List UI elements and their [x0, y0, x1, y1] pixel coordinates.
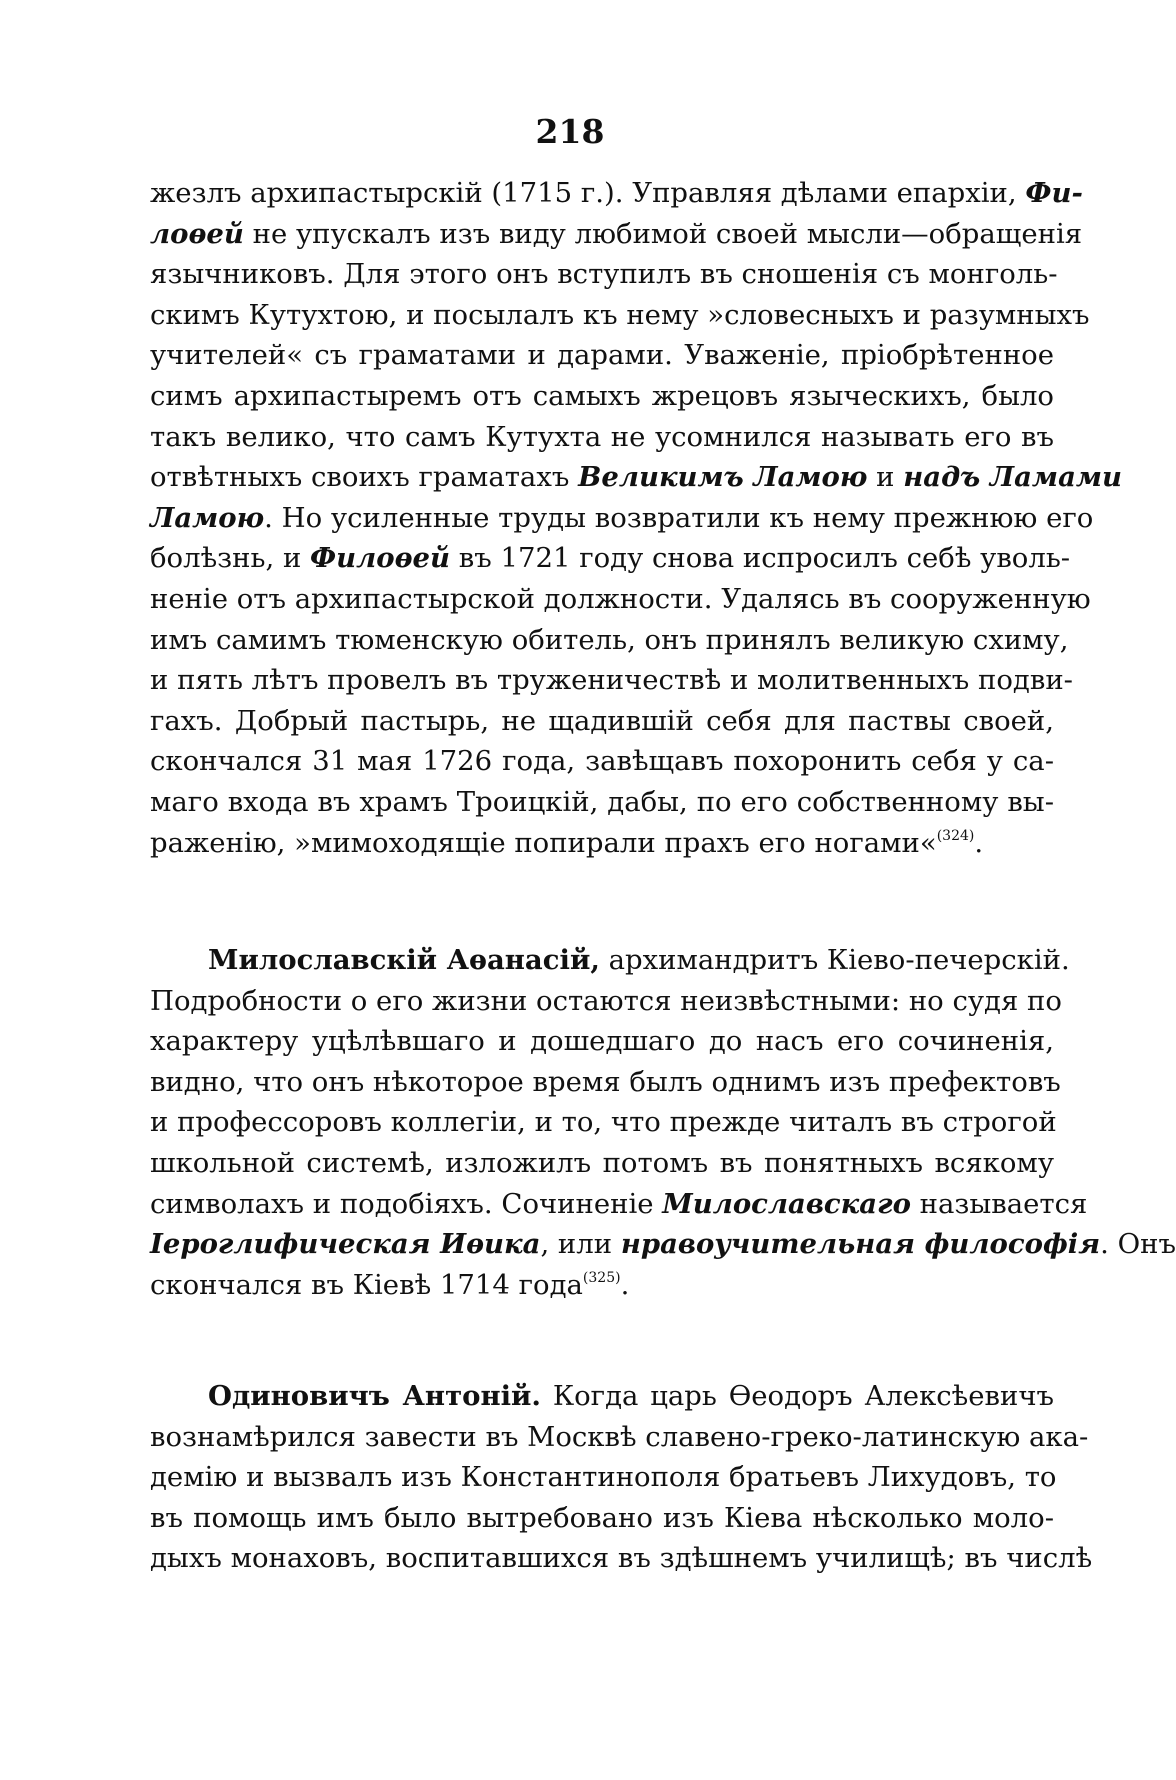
text-line: лоѳей не упускалъ изъ виду любимой своей мысли—обращенія [150, 217, 1083, 250]
text-line: скончался въ Кіевѣ 1714 года$^{(325)}$. [150, 1268, 630, 1301]
paragraph-odinovich [150, 1376, 1093, 1579]
text-line: демію и вызвалъ изъ Константинополя братьевъ Лихудовъ, то [150, 1461, 1057, 1494]
text-line: Іероглифическая Иѳика, или нравоучительная философія. Онъ [150, 1228, 1176, 1261]
text-line: учителей« съ граматами и дарами. Уваженіе, пріобрѣтенное [150, 339, 1054, 372]
text-line: скончался 31 мая 1726 года, завѣщавъ похоронить себя у са- [150, 745, 1054, 778]
text-line: Милославскій Аѳанасій, архимандритъ Кіево-печерскій. [208, 944, 1070, 976]
text-line: въ помощь имъ было вытребовано изъ Кіева нѣсколько моло- [150, 1501, 1054, 1534]
entry-heading: Одиновичъ Антоній. [208, 1380, 541, 1412]
text-line: скимъ Кутухтою, и посылалъ къ нему »словесныхъ и разумныхъ [150, 298, 1090, 331]
text-line: Одиновичъ Антоній. Когда царь Ѳеодоръ Алексѣевичъ [208, 1380, 1055, 1412]
text-line: школьной системѣ, изложилъ потомъ въ понятныхъ всякому [150, 1146, 1054, 1179]
text-line: символахъ и подобіяхъ. Сочиненіе Милославскаго называется [150, 1187, 1088, 1220]
footnote-ref: (324) [936, 827, 975, 844]
text-line: вознамѣрился завести въ Москвѣ славено-греко-латинскую ака- [150, 1420, 1089, 1453]
text-line: Ламою. Но усиленные труды возвратили къ нему прежнюю его [150, 501, 1094, 534]
text-line: маго входа въ храмъ Троицкій, дабы, по его собственному вы- [150, 785, 1054, 818]
paragraph-miloslavsky [150, 940, 1176, 1305]
footnote-ref: (325) [582, 1269, 621, 1286]
text-line: раженію, »мимоходящіе попирали прахъ его ногами«$^{(324)}$. [150, 826, 984, 859]
text-line: и профессоровъ коллегіи, и то, что прежде читалъ въ строгой [150, 1106, 1057, 1139]
page-number: 218 [535, 112, 605, 151]
text-line: характеру уцѣлѣвшаго и дошедшаго до насъ его сочиненія, [150, 1025, 1054, 1058]
text-line: имъ самимъ тюменскую обитель, онъ принялъ великую схиму, [150, 623, 1069, 656]
text-line: отвѣтныхъ своихъ граматахъ Великимъ Ламою и надъ Ламами [150, 461, 1123, 494]
text-line: болѣзнь, и Филоѳей въ 1721 году снова испросилъ себѣ уволь- [150, 542, 1071, 575]
text-line: гахъ. Добрый пастырь, не щадившій себя для паствы своей, [150, 704, 1054, 737]
text-line: жезлъ архипастырскій (1715 г.). Управляя дѣлами епархіи, Фи- [150, 177, 1083, 209]
paragraph-filofei [150, 173, 1123, 863]
entry-heading: Милославскій Аѳанасій, [208, 944, 600, 976]
text-line: и пять лѣтъ провелъ въ труженичествѣ и молитвенныхъ подви- [150, 664, 1073, 697]
text-line: симъ архипастыремъ отъ самыхъ жрецовъ языческихъ, было [150, 379, 1054, 412]
text-line: такъ велико, что самъ Кутухта не усомнился называть его въ [150, 420, 1054, 453]
text-line: дыхъ монаховъ, воспитавшихся въ здѣшнемъ училищѣ; въ числѣ [150, 1542, 1093, 1575]
text-line: Подробности о его жизни остаются неизвѣстными: но судя по [150, 984, 1062, 1017]
text-line: неніе отъ архипастырской должности. Удалясь въ сооруженную [150, 582, 1091, 615]
text-line: видно, что онъ нѣкоторое время былъ однимъ изъ префектовъ [150, 1065, 1061, 1098]
text-line: язычниковъ. Для этого онъ вступилъ въ сношенія съ монголь- [150, 258, 1058, 291]
